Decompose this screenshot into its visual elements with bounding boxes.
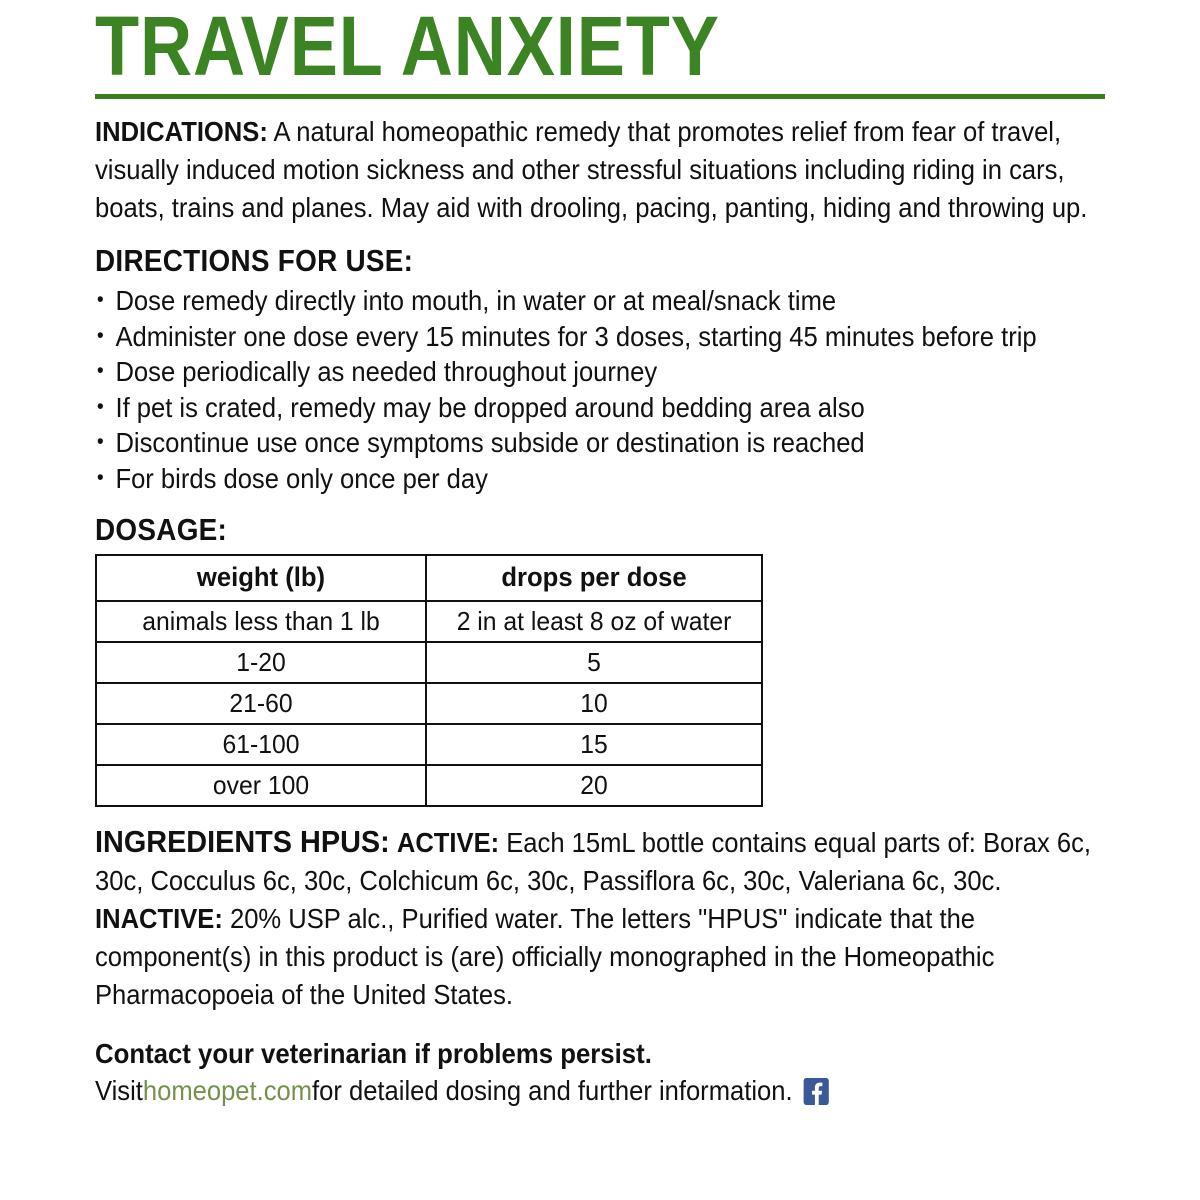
list-item: • Dose periodically as needed throughout journey — [95, 354, 1105, 390]
list-item: • If pet is crated, remedy may be dropped around bedding area also — [95, 390, 1105, 426]
cell-drops — [426, 683, 762, 724]
cell-weight-value: 61-100 — [222, 729, 300, 759]
table-row — [96, 683, 762, 724]
cell-weight-value: over 100 — [212, 770, 310, 800]
list-item: • Discontinue use once symptoms subside or destination is reached — [95, 425, 1105, 461]
ingredients-inactive-text: 20% USP alc., Purified water. The letters "HPUS" indicate that the component(s) in this product is (are) officially monographed in the Homeopathic Pharmacopoeia of the United States. — [95, 903, 995, 1010]
cell-weight — [96, 724, 426, 765]
homeopet-website-link[interactable]: homeopet.com — [142, 1075, 313, 1106]
cell-drops — [426, 765, 762, 806]
column-header-weight-label: weight (lb) — [196, 562, 326, 592]
list-item: • For birds dose only once per day — [95, 461, 1105, 497]
cell-weight — [96, 683, 426, 724]
footer-section — [95, 1036, 1105, 1110]
cell-drops — [426, 601, 762, 642]
ingredients-section — [95, 823, 1105, 1014]
directions-list — [95, 283, 1105, 496]
column-header-drops-label: drops per dose — [501, 562, 687, 592]
ingredients-heading: INGREDIENTS HPUS: — [95, 824, 390, 859]
dosage-heading: DOSAGE: — [95, 512, 228, 547]
indications-label: INDICATIONS: — [95, 116, 268, 147]
column-header-drops — [426, 555, 762, 601]
list-item: • Administer one dose every 15 minutes for 3 doses, starting 45 minutes before trip — [95, 319, 1105, 355]
cell-weight — [96, 642, 426, 683]
directions-heading: DIRECTIONS FOR USE: — [95, 243, 414, 278]
cell-drops-value: 10 — [580, 688, 608, 718]
visit-suffix: for detailed dosing and further information. — [312, 1075, 793, 1106]
table-row — [96, 601, 762, 642]
dosage-table-wrapper — [95, 554, 1105, 807]
title-divider — [95, 94, 1105, 99]
ingredients-active-label: ACTIVE: — [396, 827, 500, 858]
column-header-weight — [96, 555, 426, 601]
cell-drops-value: 20 — [580, 770, 608, 800]
table-row — [96, 642, 762, 683]
table-row — [96, 724, 762, 765]
indications-text: A natural homeopathic remedy that promotes relief from fear of travel, visually induced motion sickness and other stressful situations including riding in cars, boats, trains and planes. May aid with drooling, pacing, panting, hiding and throwing up. — [95, 116, 1088, 223]
cell-drops — [426, 642, 762, 683]
list-item: • Dose remedy directly into mouth, in water or at meal/snack time — [95, 283, 1105, 319]
indications-section — [95, 113, 1105, 227]
cell-weight — [96, 601, 426, 642]
cell-weight-value: 21-60 — [229, 688, 293, 718]
dosage-table — [95, 554, 763, 807]
cell-drops-value: 2 in at least 8 oz of water — [456, 606, 732, 636]
facebook-icon[interactable] — [804, 1078, 829, 1105]
table-row — [96, 765, 762, 806]
ingredients-active-text: Each 15mL bottle contains equal parts of: Borax 6c, 30c, Cocculus 6c, 30c, Colchicum 6c, 30c, Passiflora 6c, 30c, Valeriana 6c, 30c. — [95, 827, 1092, 896]
contact-veterinarian-note: Contact your veterinarian if problems persist. — [95, 1038, 652, 1069]
visit-prefix: Visit — [95, 1075, 143, 1106]
visit-line — [95, 1072, 1105, 1110]
cell-weight — [96, 765, 426, 806]
page-title: TRAVEL ANXIETY — [95, 0, 720, 93]
cell-weight-value: 1-20 — [236, 647, 286, 677]
table-header-row — [96, 555, 762, 601]
ingredients-inactive-label: INACTIVE: — [95, 903, 223, 934]
cell-drops — [426, 724, 762, 765]
cell-weight-value: animals less than 1 lb — [142, 606, 380, 636]
cell-drops-value: 15 — [580, 729, 608, 759]
cell-drops-value: 5 — [587, 647, 601, 677]
